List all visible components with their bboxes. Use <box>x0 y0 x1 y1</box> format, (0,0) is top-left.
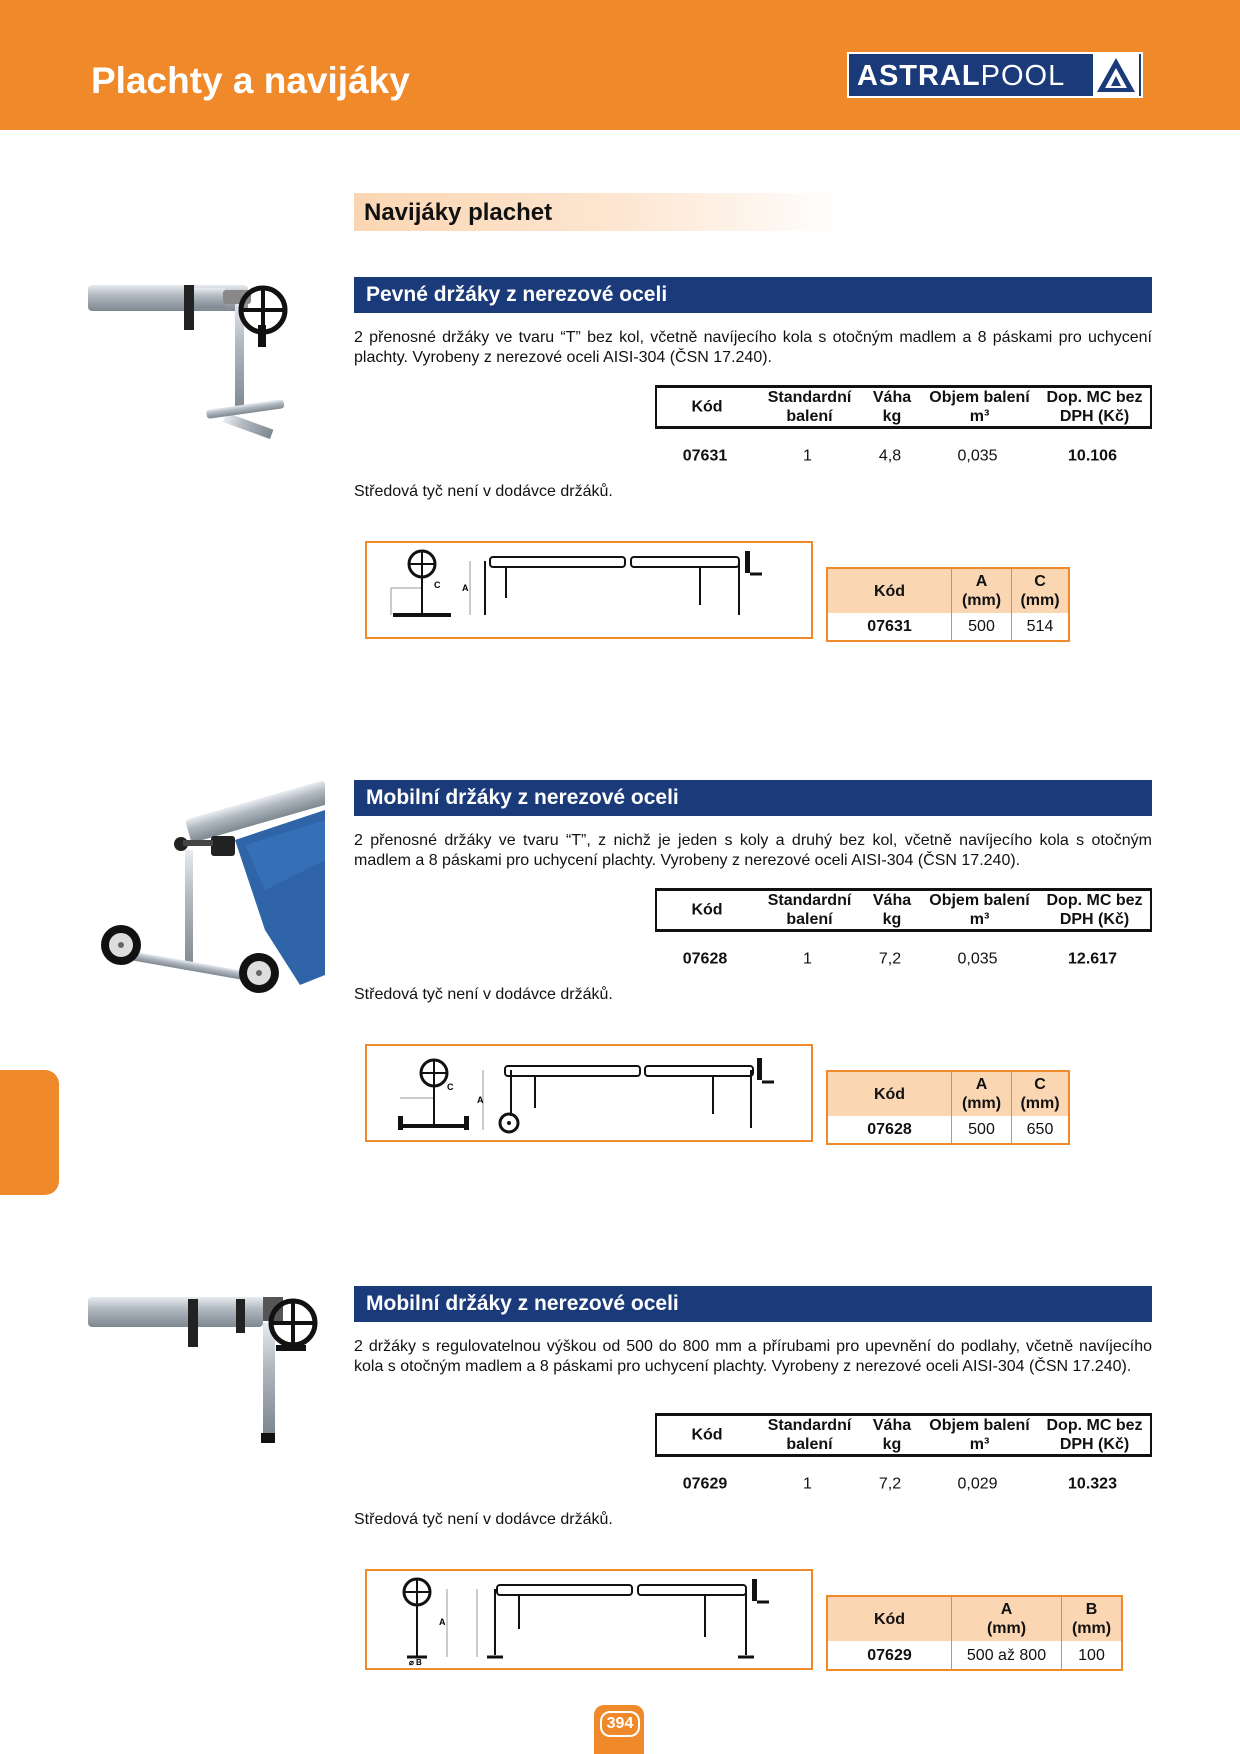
dim-header-a: A (mm) <box>952 1072 1012 1116</box>
dim-kod: 07628 <box>828 1116 952 1143</box>
dim-kod: 07631 <box>828 613 952 640</box>
spec-header-kod: Kód <box>691 1426 723 1444</box>
spec-header-cena: Dop. MC bez DPH (Kč) <box>1046 389 1143 425</box>
product-photo-adjustable-holder <box>88 1285 318 1450</box>
spec-row <box>655 1469 1152 1499</box>
product-description: 2 přenosné držáky ve tvaru “T” bez kol, včetně navíjecího kola s otočným madlem a 8 páskami pro uchycení plachty. Vyrobeny z nerezové oceli AISI-304 (ČSN 17.240). <box>354 329 1152 366</box>
dim-header-c: C (mm) <box>1020 573 1060 609</box>
dim-c-value: 514 <box>1026 618 1054 635</box>
dim-a-value: 500 až 800 <box>952 1641 1062 1669</box>
product-title-bar <box>354 780 1152 816</box>
dim-header-kod: Kód <box>828 1072 952 1116</box>
dimension-table-header <box>828 1597 1121 1641</box>
spec-table-header <box>655 888 1152 932</box>
dimension-table <box>826 1070 1070 1145</box>
dim-header-c: C (mm) <box>1020 1076 1060 1112</box>
section-title-text: Navijáky plachet <box>364 199 553 226</box>
diagram-label-a: A <box>462 583 469 593</box>
spec-kod: 07628 <box>682 950 728 968</box>
product-title: Mobilní držáky z nerezové oceli <box>366 1292 679 1315</box>
dimension-table-header <box>828 1072 1068 1116</box>
logo-mark-icon <box>1093 54 1139 96</box>
product-title-bar <box>354 1286 1152 1322</box>
spec-table <box>655 888 1152 974</box>
spec-kod: 07629 <box>682 1475 728 1493</box>
dim-a-value: 500 <box>952 1116 1012 1143</box>
page-title: Plachty a navijáky <box>91 60 410 101</box>
spec-header-objem: Objem balení m³ <box>929 389 1030 425</box>
spec-header-vaha: Váha kg <box>872 892 912 928</box>
dim-b-value: 100 <box>1078 1646 1105 1664</box>
product-description: 2 přenosné držáky ve tvaru “T”, z nichž je jeden s koly a druhý bez kol, včetně navíjecího kola s otočným madlem a 8 páskami pro uchycení plachty. Vyrobeny z nerezové oceli AISI-304 (ČSN 17.240). <box>354 832 1152 869</box>
spec-baleni: 1 <box>803 1475 812 1493</box>
dim-c-value: 650 <box>1026 1121 1054 1138</box>
spec-vaha: 7,2 <box>878 1475 902 1493</box>
dim-kod: 07629 <box>828 1641 952 1669</box>
product-title: Pevné držáky z nerezové oceli <box>366 283 668 306</box>
spec-header-kod: Kód <box>691 398 723 416</box>
diagram-label-b: C <box>447 1082 454 1092</box>
dimension-table-row <box>828 1641 1121 1669</box>
page-number-tab <box>594 1705 644 1754</box>
spec-header-kod: Kód <box>691 901 723 919</box>
logo-text-bold: ASTRAL <box>857 60 981 92</box>
diagram-label-b: C <box>434 580 441 590</box>
spec-header-cena: Dop. MC bez DPH (Kč) <box>1046 892 1143 928</box>
product-title-bar <box>354 277 1152 313</box>
product-photo-mobile-holder <box>95 780 325 1012</box>
spec-table-header <box>655 1413 1152 1457</box>
astralpool-logo <box>847 52 1143 98</box>
spec-cena: 10.106 <box>1068 447 1117 465</box>
spec-table <box>655 1413 1152 1499</box>
spec-objem: 0,029 <box>957 1475 998 1493</box>
dimension-table <box>826 1595 1123 1671</box>
spec-kod: 07631 <box>682 447 728 465</box>
spec-header-baleni: Standardní balení <box>767 1417 852 1453</box>
spec-row <box>655 441 1152 471</box>
logo-text <box>857 60 1065 93</box>
spec-header-objem: Objem balení m³ <box>929 892 1030 928</box>
product-note: Středová tyč není v dodávce držáků. <box>354 1511 613 1528</box>
side-tab <box>0 1070 59 1195</box>
dim-a-value: 500 <box>952 613 1012 640</box>
dimension-table <box>826 567 1070 642</box>
spec-cena: 10.323 <box>1068 1475 1117 1493</box>
product-description: 2 držáky s regulovatelnou výškou od 500 do 800 mm a přírubami pro upevnění do podlahy, včetně navíjecího kola s otočným madlem a 8 páskami pro uchycení plachty. Vyrobeny z nerezové oceli AISI-304 (ČSN 17.240). <box>354 1338 1152 1375</box>
spec-header-vaha: Váha kg <box>872 389 912 425</box>
spec-cena: 12.617 <box>1068 950 1117 968</box>
spec-header-baleni: Standardní balení <box>767 389 852 425</box>
spec-header-vaha: Váha kg <box>872 1417 912 1453</box>
technical-diagram <box>365 541 813 639</box>
spec-objem: 0,035 <box>957 447 998 465</box>
spec-table <box>655 385 1152 471</box>
diagram-label-b: ⌀ B <box>409 1658 422 1667</box>
diagram-label-a: A <box>477 1095 484 1105</box>
logo-text-light: POOL <box>980 60 1066 92</box>
product-note: Středová tyč není v dodávce držáků. <box>354 483 613 500</box>
dimension-table-header <box>828 569 1068 613</box>
product-title: Mobilní držáky z nerezové oceli <box>366 786 679 809</box>
spec-objem: 0,035 <box>957 950 998 968</box>
product-note: Středová tyč není v dodávce držáků. <box>354 986 613 1003</box>
page-header <box>0 0 1240 130</box>
page-number: 394 <box>600 1711 640 1737</box>
dim-header-b: B (mm) <box>1071 1601 1112 1637</box>
dim-header-a: A (mm) <box>952 569 1012 613</box>
spec-row <box>655 944 1152 974</box>
dim-header-kod: Kód <box>828 569 952 613</box>
spec-header-objem: Objem balení m³ <box>929 1417 1030 1453</box>
technical-diagram <box>365 1044 813 1142</box>
section-title <box>354 193 844 231</box>
spec-vaha: 7,2 <box>878 950 902 968</box>
spec-baleni: 1 <box>803 950 812 968</box>
dim-header-kod: Kód <box>828 1597 952 1641</box>
diagram-label-a: A <box>439 1617 446 1627</box>
spec-header-baleni: Standardní balení <box>767 892 852 928</box>
product-photo-fixed-holder <box>88 270 313 450</box>
spec-header-cena: Dop. MC bez DPH (Kč) <box>1046 1417 1143 1453</box>
dimension-table-row <box>828 1116 1068 1143</box>
technical-diagram <box>365 1569 813 1670</box>
spec-table-header <box>655 385 1152 429</box>
spec-vaha: 4,8 <box>878 447 902 465</box>
spec-baleni: 1 <box>803 447 812 465</box>
dim-header-a: A (mm) <box>952 1597 1062 1641</box>
dimension-table-row <box>828 613 1068 640</box>
